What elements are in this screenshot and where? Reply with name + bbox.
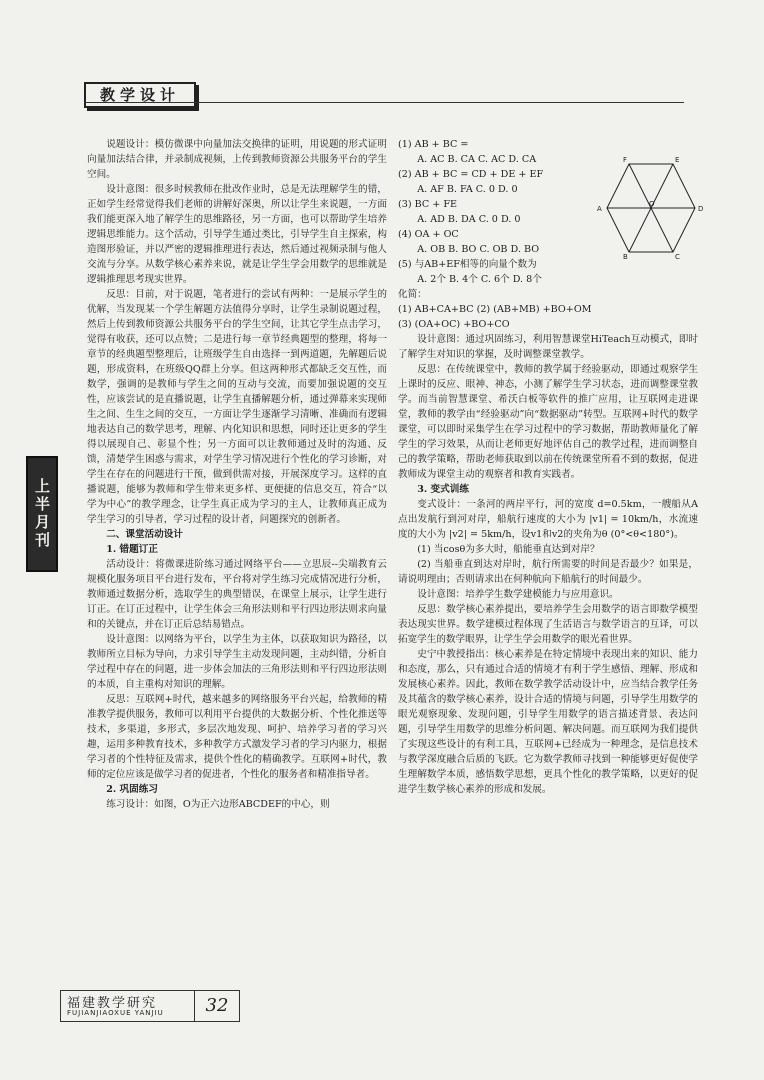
exercise-question: (1) AB + BC = <box>398 139 469 150</box>
paragraph: 反思：数学核心素养提出，要培养学生会用数学的语言即数学模型表达现实世界。数学建模过程体现了生活语言与数学语言的互译，可以拓宽学生的数学眼界，让学生学会用数学的眼光看世界。 <box>398 604 698 645</box>
subsection-heading: 3. 变式训练 <box>417 484 469 495</box>
simplify-items: (3) (OA+OC) +BO+CO <box>398 319 510 330</box>
hexagon-figure <box>596 156 706 260</box>
paragraph: 说题设计：模仿微课中向量加法交换律的证明，用说题的形式证明向量加法结合律，并录制成视频，上传到教师资源公共服务平台的学生空间。 <box>87 139 387 180</box>
simplify-label: 化简： <box>398 289 427 300</box>
page-number: 32 <box>194 990 239 1021</box>
side-tab: 上半月刊 <box>26 456 58 572</box>
left-column <box>87 137 387 812</box>
header-rule <box>84 102 684 103</box>
paragraph: 反思：目前，对于说题，笔者进行的尝试有两种：一是展示学生的优解，当发现某一个学生解题方法值得分享时，让学生录制说题过程，然后上传到教师资源公共服务平台的学生空间，让其它学生点击学习，觉得有收获，还可以点赞；二是进行每一章节经典题型的整理，将每一章节的经典题型整理后，让班级学生自由选择一到两道题，先解题后说题，形成资料，在班级QQ群上分享。但这两种形式都缺乏交互性，而数学，强调的是教师与学生之间的互动与交流，而要加强说题的交互性，应该尝试的是直播说题，让学生直播解题分析，通过弹幕来实现师生之间、生生之间的交互，一方面让学生逐渐学习清晰、准确而有逻辑地表达自己的数学思考，理解、内化知识和思想，同时还让更多的学生得以展现自己、彰显个性；另一方面可以让教师通过及时的沟通、反馈，清楚学生困惑与需求，对学生学习情况进行个性化的学习诊断，对学生在存在的问题进行干预，做到供需对接，开展深度学习。这样的直播说题，能够为教师和学生带来更多样、更便捷的信息交互，符合“以学为中心”的教学理念，让学生真正成为学习的主人，让教师真正成为学生学习的引导者，学习过程的设计者，问题探究的创新者。 <box>87 289 387 525</box>
paragraph: 练习设计：如图，O为正六边形ABCDEF的中心，则 <box>106 799 330 810</box>
exercise-question: (4) OA + OC <box>398 229 459 240</box>
paragraph: 反思：在传统课堂中，教师的教学属于经验驱动，即通过观察学生上课时的反应、眼神、神态，小测了解学生学习状态，进而调整课堂教学。而当前智慧课堂、希沃白板等软件的推广应用，让互联网走进课堂，教师的教学由“经验驱动”向“数据驱动”转型。互联网+时代的数学课堂，可以即时采集学生在学习过程中的学习数据，帮助教师量化了解学生的学习效果，从而让老师更好地评估自己的教学过程，进而调整自己的教学策略，帮助老师获取到以前在传统课堂所看不到的数据，促进教师成为课堂主动的观察者和教育实践者。 <box>398 364 698 480</box>
exercise-options: A. 2个 B. 4个 C. 6个 D. 8个 <box>417 274 542 285</box>
vertex-label: B <box>623 253 628 260</box>
paragraph: 变式设计：一条河的两岸平行，河的宽度 d=0.5km，一艘船从A点出发航行到河对岸，船航行速度的大小为 |v1| = 10km/h，水流速度的大小为 |v2| = 5km/h，设v1和v2的夹角为θ (0°<θ<180°)。 <box>398 499 698 540</box>
vertex-label: E <box>675 156 680 164</box>
exercise-options: A. AC B. CA C. AC D. CA <box>417 154 537 165</box>
exercise-question: (3) BC + FE <box>398 199 458 210</box>
vertex-label: C <box>675 253 680 260</box>
paragraph: 设计意图：很多时候教师在批改作业时，总是无法理解学生的错，正如学生经常觉得我们老师的讲解好深奥，所以让学生来说题，一方面我们能更深入地了解学生的思维路径，另一方面，也可以帮助学生培养逻辑思维能力。这个活动，引导学生通过类比，引导学生自主探索，构造图形验证，并以严密的逻辑推理进行表达，然后通过视频录制与他人交流与分享。从数学核心素养来说，就是让学生学会用数学的思维就是逻辑推理思考现实世界。 <box>87 184 387 285</box>
vertex-label: O <box>649 200 655 208</box>
exercise-question: (5) 与AB+EF相等的向量个数为 <box>398 259 537 270</box>
subsection-heading: 1. 错题订正 <box>106 544 158 555</box>
paragraph: 设计意图：通过巩固练习，利用智慧课堂HiTeach互动模式，即时了解学生对知识的掌握，及时调整课堂教学。 <box>398 334 698 360</box>
section-header: 教学设计 <box>84 82 196 108</box>
paragraph: 设计意图：以网络为平台，以学生为主体，以获取知识为路径，以教师所立目标为导向，力求引导学生主动发现问题，主动纠错，分析自学过程中存在的问题，进一步体会加法的三角形法则和平行四边形法则的本质，自主重构对知识的理解。 <box>87 634 387 690</box>
vertex-label: A <box>597 205 602 213</box>
paragraph: (2) 当船垂直到达对岸时，航行所需要的时间是否最少？如果是，请说明理由；否则请求出在何种航向下船航行的时间最少。 <box>398 559 698 585</box>
exercise-question: (2) AB + BC = CD + DE + EF <box>398 169 544 180</box>
journal-name-en: FUJIANJIAOXUE YANJIU <box>67 1009 164 1017</box>
exercise-options: A. AF B. FA C. 0 D. 0 <box>417 184 518 195</box>
paragraph: 设计意图：培养学生数学建模能力与应用意识。 <box>417 589 619 600</box>
section-heading: 二、课堂活动设计 <box>106 529 183 540</box>
exercise-options: A. OB B. BO C. OB D. BO <box>417 244 540 255</box>
paragraph: 史宁中教授指出：核心素养是在特定情境中表现出来的知识、能力和态度，那么，只有通过合适的情境才有利于学生感悟、理解、形成和发展核心素养。因此，教师在数学教学活动设计中，应当结合教学任务及其蕴含的数学核心素养，设计合适的情境与问题，引导学生用数学的眼光观察现象、发现问题，引导学生用数学的语言描述背景、表达问题，引导学生用数学的思维分析问题、解决问题。而互联网为我们提供了实现这些设计的有利工具，互联网+已经成为一种理念，是信息技术与教学深度融合后质的飞跃。它为数学教师寻找到一种能够更好促使学生理解数学本质，感悟数学思想，更具个性化的教学策略，以更好的促进学生数学核心素养的形成和发展。 <box>398 649 698 795</box>
vertex-label: F <box>623 156 628 164</box>
vertex-label: D <box>698 205 704 213</box>
page-footer <box>60 990 240 1022</box>
journal-name: 福建教学研究 <box>67 996 158 1011</box>
exercise-options: A. AD B. DA C. 0 D. 0 <box>417 214 521 225</box>
subsection-heading: 2. 巩固练习 <box>106 784 158 795</box>
simplify-items: (1) AB+CA+BC (2) (AB+MB) +BO+OM <box>398 304 592 315</box>
paragraph: 活动设计：将微课进阶练习通过网络平台——立思辰--尖端教育云规模化服务项目平台进行发布，平台将对学生练习完成情况进行分析，教师通过数据分析，选取学生的典型错误，在课堂上展示，让学生进行订正。在订正过程中，让学生体会三角形法则和平行四边形法则求向量和的关键点，并在订正后总结易错点。 <box>87 559 387 630</box>
paragraph: 反思：互联网+时代，越来越多的网络服务平台兴起，给教师的精准教学提供服务，教师可以利用平台提供的大数据分析、个性化推送等技术，多渠道，多形式，多层次地发现、呵护、培养学习者的学习兴趣，运用多种教育技术，多种教学方式激发学习者的学习内驱力，根据学习者的个性特征及需求，提供个性化的精确教学。互联网+时代，教师的定位应该是做学习者的促进者，个性化的服务者和精准指导者。 <box>87 694 387 780</box>
paragraph: (1) 当cosθ为多大时，船能垂直达到对岸？ <box>417 544 600 555</box>
